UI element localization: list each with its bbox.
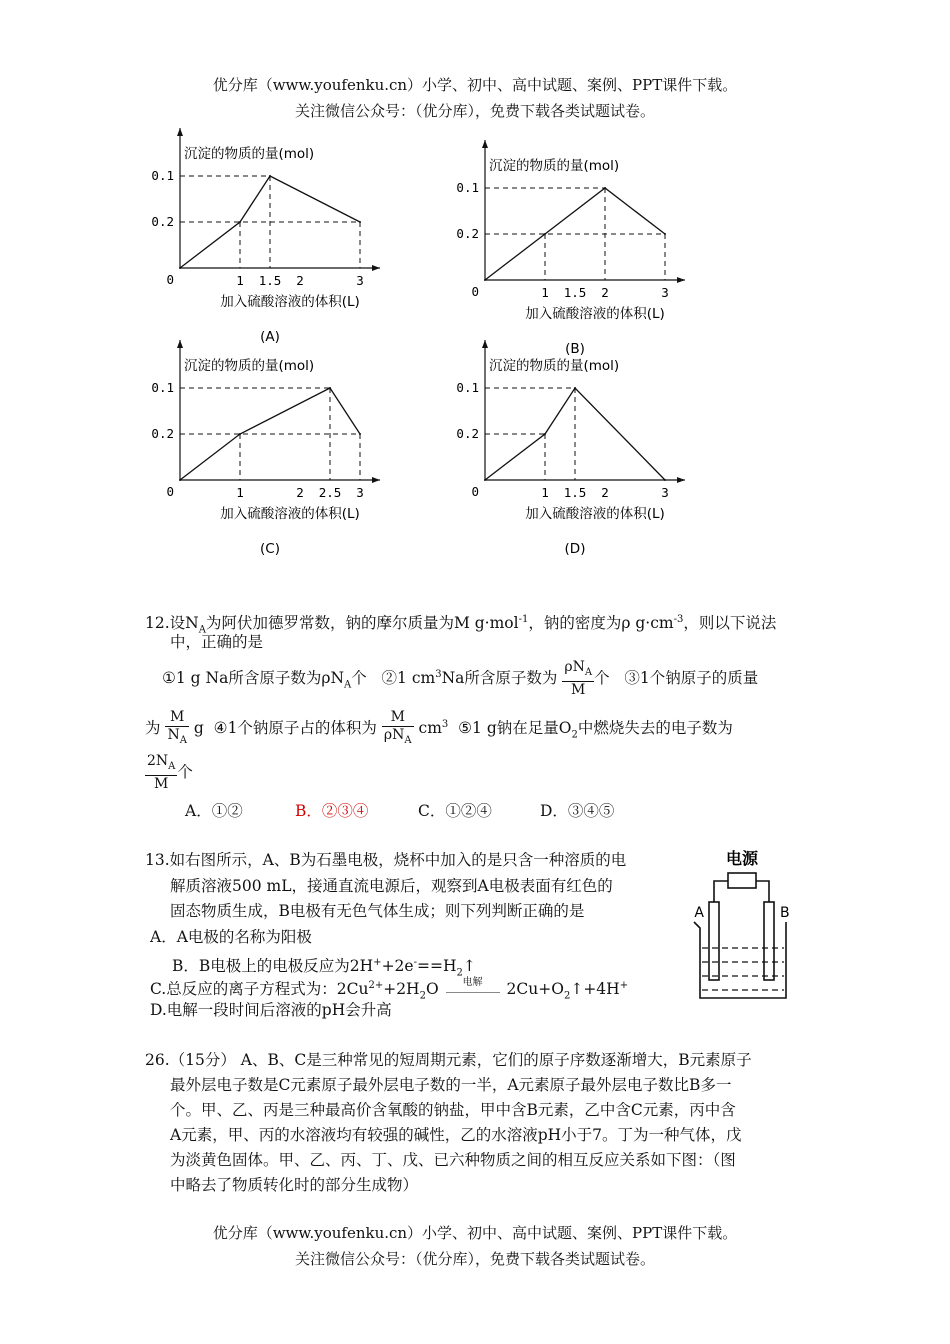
q12-fraction-3: $\frac{M}{N_A}$: [167, 709, 187, 747]
q12-option-b: B．②③④: [295, 802, 369, 820]
data-point: [604, 187, 606, 189]
origin-label: 0: [166, 484, 174, 499]
data-point: [574, 387, 576, 389]
chart-title: 沉淀的物质的量(mol): [489, 158, 620, 174]
x-axis-arrow-icon: [372, 477, 380, 483]
x-axis-label: 加入硫酸溶液的体积(L): [220, 506, 360, 522]
chart-a: [150, 128, 430, 348]
origin-label: 0: [166, 272, 174, 287]
power-source-icon: [728, 873, 756, 888]
q12-fraction-2: $\frac{\rho N_A}{M}$: [564, 659, 593, 699]
x-tick-label: 1: [236, 485, 244, 500]
q12-statements-row2: 为 $\frac{M}{N_A}$ g ④1个钠原子占的体积为 $\frac{M}{\rho N_A}$ $cm^3$ ⑤1 g钠在足量$O_2$中燃烧失去的电子数为: [145, 703, 815, 747]
electrode-a-label: A: [694, 905, 704, 921]
y-tick-label: 0.2: [151, 426, 174, 441]
x-tick-label: 1.5: [563, 285, 587, 300]
q12-fraction-4: $\frac{M}{\rho N_A}$: [383, 709, 412, 747]
q13-option-a: A．A电极的名称为阳极: [150, 928, 312, 946]
q26-line-6: 中略去了物质转化时的部分生成物）: [170, 1176, 419, 1194]
x-tick-label: 2: [601, 485, 609, 500]
q12-option-d: D．③④⑤: [540, 802, 615, 820]
origin-label: 0: [471, 284, 479, 299]
q26-line-2: 最外层电子数是C元素原子最外层电子数的一半，A元素原子最外层电子数比B多一: [170, 1076, 732, 1094]
data-point: [484, 479, 486, 481]
q13-option-b: B．B电极上的电极反应为$2H^++2e^-==H_2↑$: [172, 957, 476, 979]
chart-title: 沉淀的物质的量(mol): [184, 358, 315, 374]
x-axis-label: 加入硫酸溶液的体积(L): [220, 294, 360, 310]
y-tick-label: 0.1: [456, 180, 479, 195]
x-tick-label: 3: [356, 273, 364, 288]
y-tick-label: 0.2: [456, 426, 479, 441]
x-tick-label: 3: [661, 485, 669, 500]
q13-option-d: D.电解一段时间后溶液的pH会升高: [150, 1001, 392, 1019]
electrolysis-arrow: 电解: [444, 983, 502, 997]
x-tick-label: 1: [541, 285, 549, 300]
chart-caption: (D): [564, 541, 586, 557]
chart-d: [455, 340, 735, 560]
q12-option-c: C．①②④: [418, 802, 492, 820]
data-point: [664, 233, 666, 235]
data-point: [329, 387, 331, 389]
origin-label: 0: [471, 484, 479, 499]
q26-line-4: A元素，甲、丙的水溶液均有较强的碱性，乙的水溶液pH小于7。丁为一种气体，戊: [170, 1126, 742, 1144]
data-point: [484, 279, 486, 281]
y-tick-label: 0.1: [456, 380, 479, 395]
y-axis-arrow-icon: [177, 128, 183, 136]
x-tick-label: 1: [541, 485, 549, 500]
q26-line-3: 个。甲、乙、丙是三种最高价含氧酸的钠盐，甲中含B元素，乙中含C元素，丙中含: [170, 1101, 736, 1119]
chart-b: [455, 140, 735, 360]
q12-statements-row3: $\frac{2N_A}{M}$ 个: [147, 753, 193, 792]
q12-stem-2: 中，正确的是: [170, 633, 264, 651]
x-axis-arrow-icon: [677, 477, 685, 483]
y-tick-label: 0.2: [456, 226, 479, 241]
data-point: [664, 479, 666, 481]
data-point: [239, 221, 241, 223]
electrode-b-label: B: [780, 905, 790, 921]
x-axis-arrow-icon: [372, 265, 380, 271]
q12-stem: 12.设$N_A$为阿伏加德罗常数，钠的摩尔质量为M g·mol$^{-1}$，钠的密度为ρ $g\cdot cm^{-3}$，则以下说法: [145, 614, 777, 636]
data-point: [544, 233, 546, 235]
data-point: [179, 267, 181, 269]
x-tick-label: 3: [661, 285, 669, 300]
data-point: [359, 433, 361, 435]
x-tick-label: 2: [601, 285, 609, 300]
x-tick-label: 2.5: [318, 485, 342, 500]
chart-caption: (A): [260, 329, 280, 345]
q26-line-1: 26.（15分） A、B、C是三种常见的短周期元素，它们的原子序数逐渐增大，B元素原子: [145, 1051, 752, 1069]
chart-caption: (C): [260, 541, 280, 557]
footer-line-2: 关注微信公众号：（优分库），免费下载各类试题试卷。: [294, 1250, 655, 1268]
data-point: [239, 433, 241, 435]
y-tick-label: 0.1: [151, 168, 174, 183]
power-source-label: 电源: [725, 849, 759, 868]
x-tick-label: 2: [296, 485, 304, 500]
electrode-b: [764, 902, 774, 980]
header-line-2: 关注微信公众号：（优分库），免费下载各类试题试卷。: [294, 102, 655, 120]
header-line-1: 优分库（www.youfenku.cn）小学、初中、高中试题、案例、PPT课件下载。: [212, 76, 738, 94]
chart-title: 沉淀的物质的量(mol): [184, 146, 315, 162]
x-axis-label: 加入硫酸溶液的体积(L): [525, 506, 665, 522]
q13-line-1: 13.如右图所示，A、B为石墨电极，烧杯中加入的是只含一种溶质的电: [145, 851, 627, 869]
electrode-a: [709, 902, 719, 980]
q26-line-5: 为淡黄色固体。甲、乙、丙、丁、戊、已六种物质之间的相互反应关系如下图：（图: [170, 1151, 736, 1169]
q12-fraction-5: $\frac{2N_A}{M}$: [147, 753, 176, 792]
q12-option-a: A．①②: [185, 802, 243, 820]
q12-statements-row1: ①1 g Na所含原子数为$\rho N_A$个 ②1 $cm^3Na$所含原子数为 $\frac{\rho N_A}{M}$ 个 ③1个钠原子的质量: [162, 659, 759, 699]
y-tick-label: 0.2: [151, 214, 174, 229]
x-tick-label: 2: [296, 273, 304, 288]
chart-caption: (B): [565, 341, 585, 357]
x-axis-label: 加入硫酸溶液的体积(L): [525, 306, 665, 322]
data-point: [269, 175, 271, 177]
y-axis-arrow-icon: [177, 340, 183, 348]
q13-line-3: 固态物质生成，B电极有无色气体生成；则下列判断正确的是: [170, 902, 585, 920]
data-point: [359, 221, 361, 223]
q13-option-c: C.总反应的离子方程式为：$2Cu^{2+}+2H_2O$ 电解 $2Cu+O_2↑+4H^+$: [150, 977, 629, 1002]
x-tick-label: 3: [356, 485, 364, 500]
footer-line-1: 优分库（www.youfenku.cn）小学、初中、高中试题、案例、PPT课件下载。: [212, 1224, 738, 1242]
y-axis-arrow-icon: [482, 140, 488, 148]
chart-c: [150, 340, 430, 560]
electrolysis-diagram: [690, 848, 810, 1008]
y-tick-label: 0.1: [151, 380, 174, 395]
data-point: [544, 433, 546, 435]
chart-title: 沉淀的物质的量(mol): [489, 358, 620, 374]
x-tick-label: 1.5: [258, 273, 282, 288]
x-tick-label: 1.5: [563, 485, 587, 500]
data-point: [179, 479, 181, 481]
q13-line-2: 解质溶液500 mL，接通直流电源后，观察到A电极表面有红色的: [170, 877, 613, 895]
y-axis-arrow-icon: [482, 340, 488, 348]
x-axis-arrow-icon: [677, 277, 685, 283]
x-tick-label: 1: [236, 273, 244, 288]
